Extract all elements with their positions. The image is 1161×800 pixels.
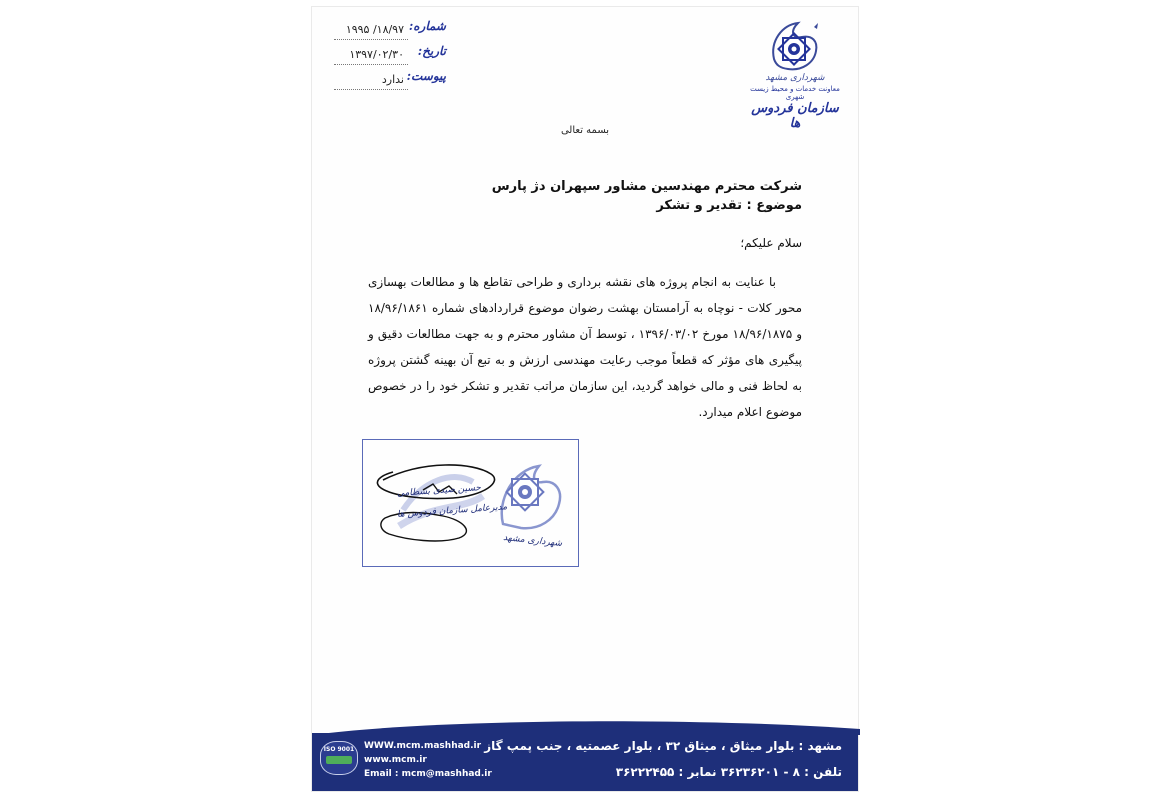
letter-meta bbox=[334, 19, 446, 94]
logo-city-text: شهرداری مشهد bbox=[765, 73, 825, 83]
footer-address: مشهد : بلوار میثاق ، میثاق ۳۲ ، بلوار عصمتیه ، جنب پمپ گاز bbox=[484, 739, 842, 753]
recipient-name: شرکت محترم مهندسین مشاور سپهران دژ پارس bbox=[491, 179, 802, 194]
footer-website-2: www.mcm.ir bbox=[364, 755, 427, 765]
letter-number-label: شماره: bbox=[408, 19, 446, 33]
iso-label: ISO 9001 bbox=[323, 746, 355, 753]
logo-organization-name: سازمان فردوس ها bbox=[751, 101, 839, 131]
stamp-signer-name: حسین صیدی بسطامی bbox=[396, 483, 482, 499]
iso-9001-badge bbox=[320, 741, 358, 775]
letter-subject: موضوع : تقدیر و تشکر bbox=[656, 198, 802, 213]
official-stamp bbox=[362, 439, 579, 567]
footer-contact-web bbox=[364, 739, 492, 781]
letter-date-line bbox=[334, 64, 408, 65]
footer-website-1: WWW.mcm.mashhad.ir bbox=[364, 741, 482, 751]
invocation-heading: بسمه تعالی bbox=[560, 125, 610, 136]
footer-phones: تلفن : ۸ - ۳۶۲۳۶۲۰۱ نمابر : ۳۶۲۲۲۴۵۵ bbox=[615, 765, 842, 779]
logo-department-text: معاونت خدمات و محیط زیست شهری bbox=[750, 85, 840, 101]
letter-date-label: تاریخ: bbox=[417, 44, 446, 58]
stamp-city-text: شهرداری مشهد bbox=[502, 532, 563, 550]
footer-email: Email : mcm@mashhad.ir bbox=[364, 769, 492, 779]
salutation: سلام علیکم؛ bbox=[740, 236, 802, 250]
stamp-signer-title: مدیرعامل سازمان فردوس ها bbox=[396, 502, 508, 520]
mashhad-emblem-icon bbox=[768, 19, 822, 75]
letter-attachment-value: ندارد bbox=[381, 73, 404, 86]
footer-wave-icon bbox=[312, 719, 860, 735]
letter-number-row bbox=[334, 19, 446, 44]
letter-body bbox=[368, 269, 802, 425]
letter-attachment-line bbox=[334, 89, 408, 90]
recipient-block bbox=[492, 177, 802, 215]
letter-number-line bbox=[334, 39, 408, 40]
letter-date-row bbox=[334, 44, 446, 69]
letter-attachment-row bbox=[334, 69, 446, 94]
organization-logo bbox=[750, 19, 840, 131]
iso-badge-icon bbox=[326, 756, 352, 764]
body-paragraph: با عنایت به انجام پروژه های نقشه برداری و طراحی تقاطع ها و مطالعات بهسازی محور کلات - نوچاه به آرامستان بهشت رضوان موضوع قراردادهای شماره ۱۸/۹۶/۱۸۶۱ و ۱۸/۹۶/۱۸۷۵ مورخ ۱۳۹۶/۰۳/۰۲ ، توسط آن مشاور محترم و به جهت مطالعات دقیق و پیگیری های مؤثر که قطعاً موجب رعایت مهندسی ارزش و به تبع آن بهینه گشتن پروژه به لحاظ فنی و مالی خواهد گردید، این سازمان مراتب تقدیر و تشکر خود را در خصوص موضوع اعلام میدارد. bbox=[368, 275, 802, 419]
letter-attachment-label: پیوست: bbox=[406, 69, 446, 83]
letter-number-value: ۱۸/۹۷/ ۱۹۹۵ bbox=[345, 23, 404, 36]
letter-date-value: ۱۳۹۷/۰۲/۳۰ bbox=[349, 48, 404, 61]
letter-page bbox=[311, 6, 859, 792]
letter-footer bbox=[312, 733, 858, 791]
